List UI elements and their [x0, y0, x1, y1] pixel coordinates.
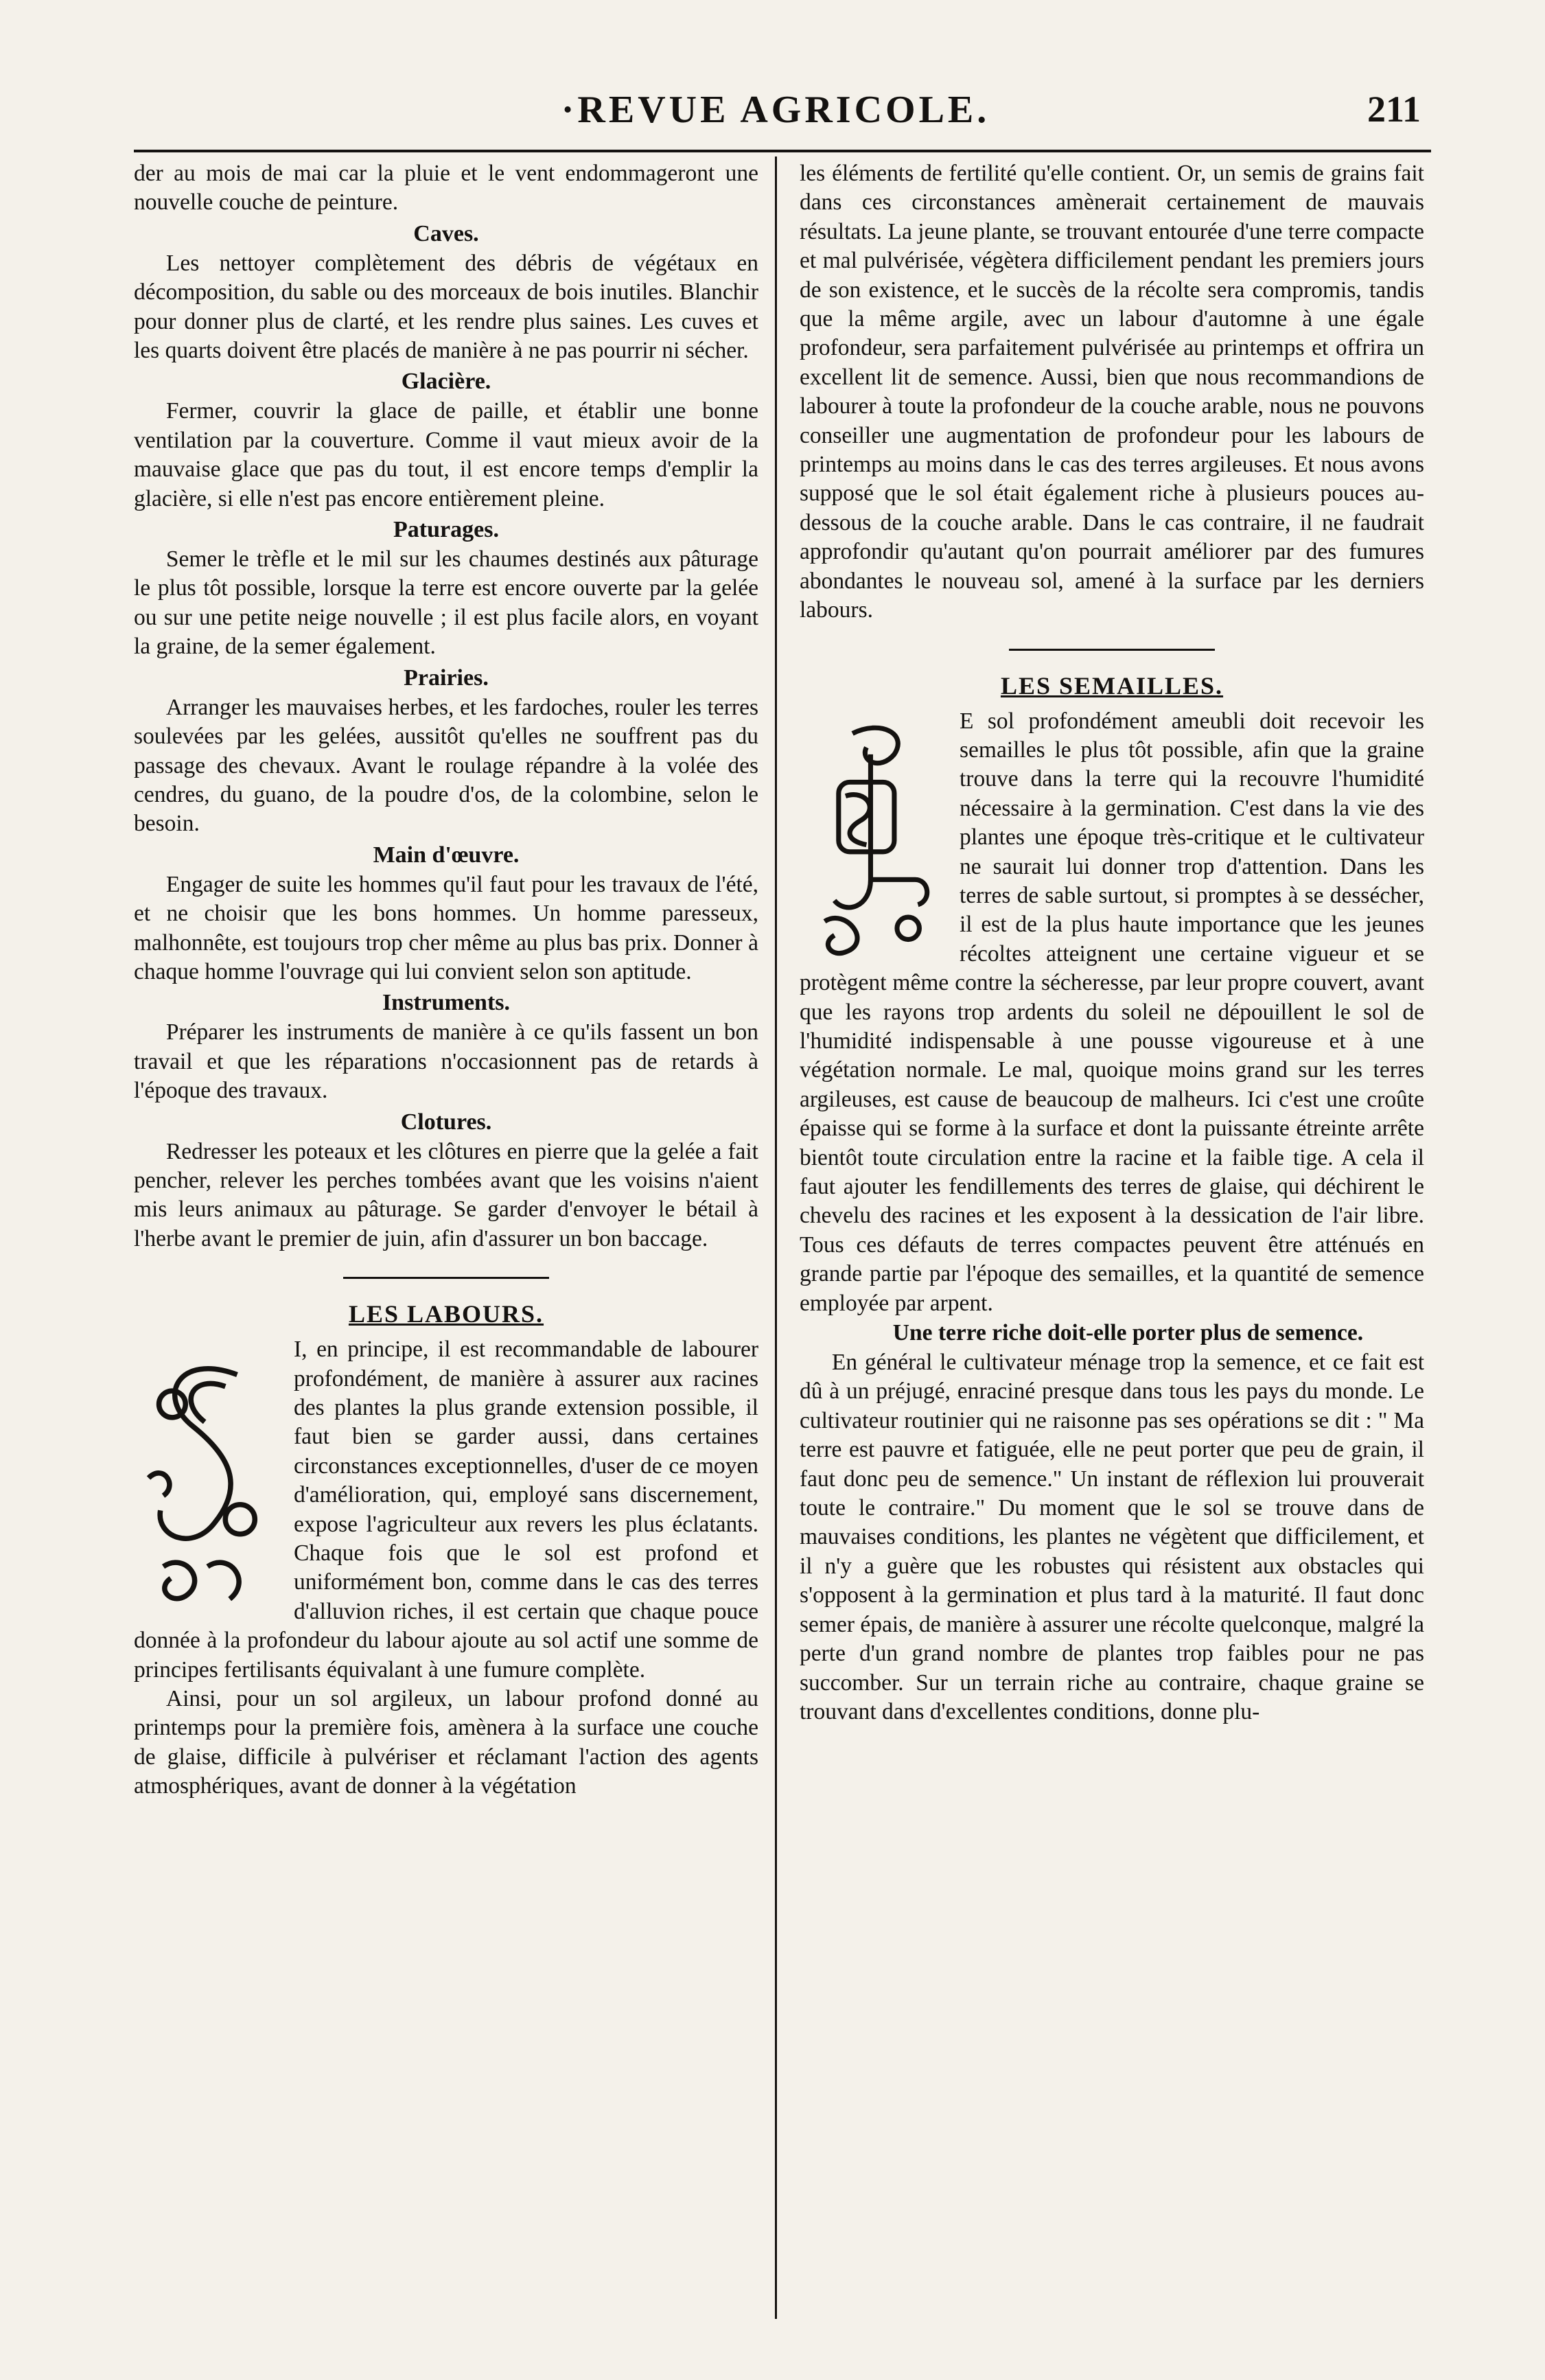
paragraph-glaciere: Fermer, couvrir la glace de paille, et établir une bonne ventilation par la couverture. Comme il vaut mieux avoir de la mauvaise glace que pas du tout, il est encore temps d'emplir la glacière, si elle n'est pas encore entièrement pleine.: [134, 398, 758, 511]
left-column: [134, 159, 758, 1801]
heading-les-labours: LES LABOURS.: [348, 1300, 544, 1328]
ornamental-drop-cap-s-icon: [134, 1341, 281, 1615]
heading-clotures: Clotures.: [400, 1109, 492, 1135]
paragraph-semailles-1: E sol profondément ameubli doit recevoir les semailles le plus tôt possible, afin que la graine trouve dans la terre qui la recouvre l'humidité nécessaire à la germination. C'est dans la vie des plantes une époque très-critique et le cultivateur ne saurait lui donner trop d'attention. Dans les terres de sable surtout, si promptes à se dessécher, il est de la plus haute importance que les jeunes récoltes atteignent une certaine vigueur et se protègent même contre la sécheresse, par leur propre couvert, avant que les rayons trop ardents du soleil ne dépouillent le sol de l'humidité indispensable à une pousse vigoureuse et à une végétation normale. Le mal, quoique moins grand sur les terres argileuses, est cause de beaucoup de malheurs. Ici c'est une croûte épaisse qui se forme à la surface et dont la puissante étreinte arrête bientôt toute circulation entre la racine et la faible tige. A cela il faut ajouter les fendillements des terres de glaise, qui déchirent le chevelu des racines et les exposent à la dessication de l'air libre. Tous ces défauts de terres compactes peuvent être atténués en grande partie par l'époque des semailles, et la quantité de semence employée par arpent.: [800, 708, 1424, 1316]
paragraph-instruments: Préparer les instruments de manière à ce qu'ils fassent un bon travail et que les réparations n'occasionnent pas de retards à l'époque des travaux.: [134, 1019, 758, 1104]
drop-cap-l-drawing: [800, 713, 947, 963]
column-separator: [775, 157, 777, 2319]
running-title: ·REVUE AGRICOLE.: [561, 89, 990, 131]
ornamental-drop-cap-l-icon: [800, 713, 947, 963]
right-column: [800, 159, 1424, 1726]
paragraph-clotures: Redresser les poteaux et les clôtures en pierre que la gelée a fait pencher, relever les perches tombées avant que les voisins n'aient mis leurs animaux au pâturage. Se garder d'envoyer le bétail à l'herbe avant le premier de juin, afin d'assurer un bon baccage.: [134, 1138, 758, 1251]
heading-prairies: Prairies.: [404, 665, 489, 691]
paragraph-intro: der au mois de mai car la pluie et le vent endommageront une nouvelle couche de peinture.: [134, 161, 758, 216]
heading-caves: Caves.: [413, 220, 479, 246]
paragraph-paturages: Semer le trèfle et le mil sur les chaumes destinés aux pâturage le plus tôt possible, lorsque la terre est encore ouverte par la gelée ou sur une petite neige nouvelle ; il est plus facile alors, en voyant la graine, de la semer également.: [134, 546, 758, 660]
paragraph-caves: Les nettoyer complètement des débris de végétaux en décomposition, du sable ou des morceaux de bois inutiles. Blanchir pour donner plus de clarté, et les rendre plus saines. Les cuves et les quarts doivent être placés de manière à ne pas pourrir ni sécher.: [134, 250, 758, 364]
paragraph-prairies: Arranger les mauvaises herbes, et les fardoches, rouler les terres soulevées par les gelées, aussitôt qu'elles ne souffrent pas du passage des chevaux. Avant le roulage répandre à la volée des cendres, du guano, de la poudre d'os, de la colombine, selon le besoin.: [134, 694, 758, 837]
drop-cap-s-drawing: [134, 1341, 281, 1615]
section-divider: [343, 1277, 549, 1279]
heading-les-semailles: LES SEMAILLES.: [1000, 671, 1224, 700]
paragraph-main-doeuvre: Engager de suite les hommes qu'il faut pour les travaux de l'été, et ne choisir que les bons hommes. Un homme paresseux, malhonnête, est toujours trop cher même au plus bas prix. Donner à chaque homme l'ouvrage qui lui convient selon son aptitude.: [134, 871, 758, 984]
heading-instruments: Instruments.: [382, 990, 511, 1016]
paragraph-labours-2: Ainsi, pour un sol argileux, un labour profond donné au printemps pour la première fois, amènera à la surface une couche de glaise, difficile à pulvériser et réclamant l'action des agents atmosphériques, avant de donner à la végétation: [134, 1686, 758, 1799]
paragraph-continued: les éléments de fertilité qu'elle contient. Or, un semis de grains fait dans ces circonstances amènerait certainement de mauvais résultats. La jeune plante, se trouvant entourée d'une terre compacte et mal pulvérisée, végètera difficilement pendant les premiers jours de son existence, et le succès de la récolte sera compromis, tandis que la même argile, avec un labour d'automne à une égale profondeur, sera parfaitement pulvérisée au printemps et offrira un excellent lit de semence. Aussi, bien que nous recommandions de labourer à toute la profondeur de la couche arable, nous ne pouvons conseiller une augmentation de profondeur pour les labours de printemps au moins dans le cas des terres argileuses. Et nous avons supposé que le sol était également riche à plusieurs pouces au-dessous de la couche arable. Dans le cas contraire, il ne faudrait approfondir qu'autant qu'on pourrait améliorer par des fumures abondantes le nouveau sol, amené à la surface par les derniers labours.: [800, 161, 1424, 623]
heading-paturages: Paturages.: [393, 517, 499, 543]
paragraph-terre-riche: En général le cultivateur ménage trop la semence, et ce fait est dû à un préjugé, enraciné presque dans tous les pays du monde. Le cultivateur routinier qui ne raisonne pas ses opérations se dit : " Ma terre est pauvre et fatiguée, elle ne peut porter que peu de grain, il faut donc peu de semence." Un instant de réflexion lui prouverait toute le contraire." Du moment que le sol se trouve dans de mauvaises conditions, les plantes ne végètent que difficilement, et il n'y a guère que les robustes qui résistent aux obstacles qui s'opposent à la germination et plus tard à la maturité. Il faut donc semer épais, de manière à assurer une récolte quelconque, malgré la perte d'un grand nombre de plantes trop faibles pour ne pas succomber. Sur un terrain riche au contraire, chaque graine se trouvant dans d'excellentes conditions, donne plu-: [800, 1350, 1424, 1724]
page-header: [124, 74, 1428, 136]
page-number: 211: [1367, 89, 1421, 130]
heading-glaciere: Glacière.: [401, 369, 491, 395]
header-rule: [134, 150, 1431, 152]
paragraph-labours-1: I, en principe, il est recommandable de labourer profondément, de manière à assurer aux racines des plantes la plus grande extension possible, il faut bien se garder aussi, dans certaines circonstances exceptionnelles, d'user de ce moyen d'amélioration, qui, employé sans discernement, expose l'agriculteur aux revers les plus éclatants. Chaque fois que le sol est profond et uniformément bon, comme dans le cas des terres d'alluvion riches, il est certain que chaque pouce donnée à la profondeur du labour ajoute au sol actif une somme de principes fertilisants équivalant à une fumure complète.: [134, 1337, 758, 1683]
section-divider-right: [1009, 649, 1215, 651]
runin-heading-terre-riche: Une terre riche doit-elle porter plus de semence.: [892, 1320, 1364, 1346]
heading-main-doeuvre: Main d'œuvre.: [373, 842, 520, 868]
